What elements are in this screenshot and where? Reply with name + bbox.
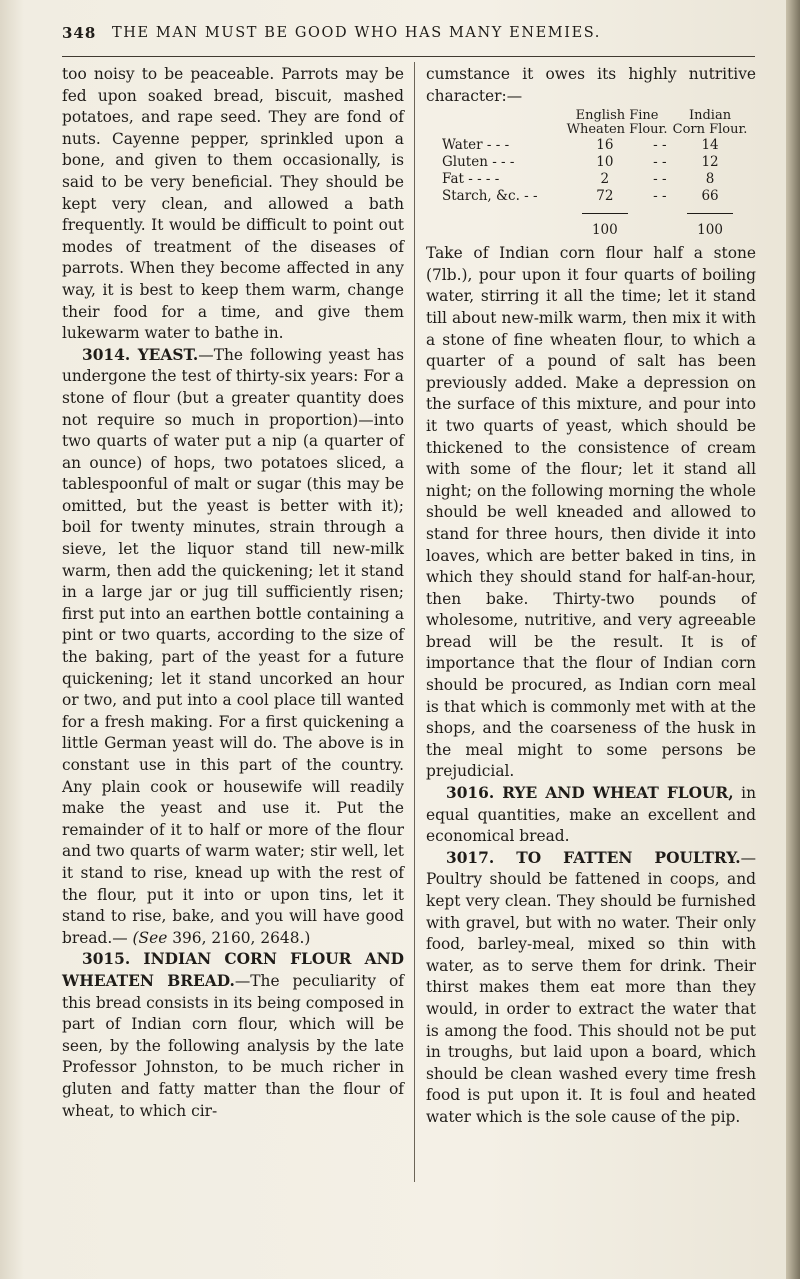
continuation-paragraph: cumstance it owes its highly nutritive character:— <box>426 65 756 105</box>
sum-rule-wheaten <box>582 213 628 214</box>
book-spine-edge <box>786 0 800 1279</box>
row-label: Starch, &c. - - <box>442 188 538 205</box>
row-separator: - - <box>653 154 667 171</box>
table-header-row <box>442 109 748 137</box>
section-3016 <box>426 783 756 848</box>
see-reference-numbers: 396, 2160, 2648.) <box>172 928 311 947</box>
indian-corn-value: 12 <box>701 154 719 171</box>
section-3017 <box>426 848 756 1129</box>
flour-analysis-table <box>442 109 748 239</box>
sum-rule-row <box>442 205 748 222</box>
parrots-paragraph: too noisy to be peaceable. Parrots may be fed upon soaked bread, biscuit, mashed potatoes, and rape seed. They are fond of nuts. Cayenne pepper, sprinkled upon a bone, and given to them occasionally, is said to be very beneficial. They should be kept very clean, and allowed a bath frequently. It would be difficult to point out modes of treatment of the diseases of parrots. When they become affected in any way, it is best to keep them warm, change their food for a time, and give them lukewarm water to bathe in. <box>62 65 404 343</box>
section-3016-text: in equal quantities, make an excellent and economical bread. <box>426 784 756 846</box>
section-3014-text: —The following yeast has undergone the test of thirty-six years: For a stone of flour (but a greater quantity does not require so much in proportion)—into two quarts of water put a nip (a quarter of an ounce) of hops, two potatoes sliced, a tablespoonful of malt or sugar (this may be omitted, but the yeast is better with it); boil for twenty minutes, strain through a sieve, let the liquor stand till new-milk warm, then add the quickening; let it stand in a large jar or jug till sufficiently risen; first put into an earthen bottle containing a pint or two quarts, according to the size of the baking, part of the yeast for a future quickening; let it stand uncorked an hour or two, and put into a cool place till wanted for a fresh making. For a first quickening a little German yeast will do. The above is in constant use in this part of the country. Any plain cook or housewife will readily make the yeast and use it. Put the remainder of it to half or more of the flour and two quarts of warm water; stir well, let it stand to rise, knead up with the rest of the flour, put it into or upon tins, let it stand to rise, bake, and you will have good bread.— <box>62 345 404 947</box>
row-label: Fat - - - - <box>442 171 500 188</box>
row-separator: - - <box>653 171 667 188</box>
page-number: 348 <box>62 24 97 42</box>
section-3014-heading: 3014. YEAST. <box>82 345 199 364</box>
section-3015 <box>62 949 404 1122</box>
indian-corn-total: 100 <box>697 222 723 239</box>
see-reference-label: (See <box>132 928 168 947</box>
row-label: Water - - - <box>442 137 510 154</box>
running-head: THE MAN MUST BE GOOD WHO HAS MANY ENEMIES. <box>112 25 601 41</box>
left-column <box>62 64 404 1224</box>
indian-corn-value: 14 <box>701 137 719 154</box>
wheaten-value: 10 <box>596 154 614 171</box>
column-divider <box>414 62 415 1182</box>
section-3015-heading: 3015. INDIAN CORN FLOUR AND WHEATEN BREAD. <box>62 950 404 990</box>
page-header <box>62 24 762 50</box>
right-column <box>426 64 756 1224</box>
wheaten-total: 100 <box>591 222 618 239</box>
table-row <box>442 137 748 154</box>
table-row <box>442 154 748 171</box>
wheaten-value: 16 <box>596 137 614 154</box>
table-row <box>442 188 748 205</box>
row-separator: - - <box>653 188 667 205</box>
row-separator: - - <box>653 137 667 154</box>
wheaten-value: 72 <box>596 188 614 205</box>
section-3014 <box>62 345 404 950</box>
section-3017-text: —Poultry should be fattened in coops, and kept very clean. They should be furnished with gravel, but with no water. Their only food, barley-meal, mixed so thin with water, as to serve them for drink. Their thirst makes them eat more than they would, in order to extract the water that is among the food. This should not be put in troughs, but laid upon a board, which should be clean washed every time fresh food is put upon it. It is foul and heated water which is the sole cause of the pip. <box>426 848 756 1126</box>
section-3016-heading: 3016. RYE AND WHEAT FLOUR, <box>446 784 734 803</box>
sum-rule-indian-corn <box>687 213 733 214</box>
section-3017-heading: 3017. TO FATTEN POULTRY. <box>446 848 741 867</box>
table-header-wheaten: English Fine Wheaten Flour. <box>566 108 668 138</box>
indian-corn-value: 8 <box>705 171 715 188</box>
recipe-paragraph: Take of Indian corn flour half a stone (7lb.), pour upon it four quarts of boiling water, stirring it all the time; let it stand till about new-milk warm, then mix it with a stone of fine wheaten flour, to which a quarter of a pound of salt has been previously added. Make a depression on the surface of this mixture, and pour into it two quarts of yeast, which should be thickened to the consistence of cream with some of the flour; let it stand all night; on the following morning the whole should be well kneaded and allowed to stand for three hours, then divide it into loaves, which are better baked in tins, in which they should stand for half-an-hour, then bake. Thirty-two pounds of wholesome, nutritive, and very agreeable bread will be the result. It is of importance that the flour of Indian corn should be procured, as Indian corn meal is that which is commonly met with at the shops, and the coarseness of the husk in the meal might to some persons be prejudicial. <box>426 244 756 781</box>
section-3015-text: —The peculiarity of this bread consists in its being composed in part of Indian corn flour, which will be seen, by the following analysis by the late Professor Johnston, to be much richer in gluten and fatty matter than the flour of wheat, to which cir- <box>62 971 404 1120</box>
header-rule <box>62 56 755 57</box>
indian-corn-value: 66 <box>701 188 719 205</box>
total-row <box>442 222 748 239</box>
table-row <box>442 171 748 188</box>
wheaten-value: 2 <box>600 171 610 188</box>
table-header-indian-corn: Indian Corn Flour. <box>672 108 748 138</box>
row-label: Gluten - - - <box>442 154 515 171</box>
